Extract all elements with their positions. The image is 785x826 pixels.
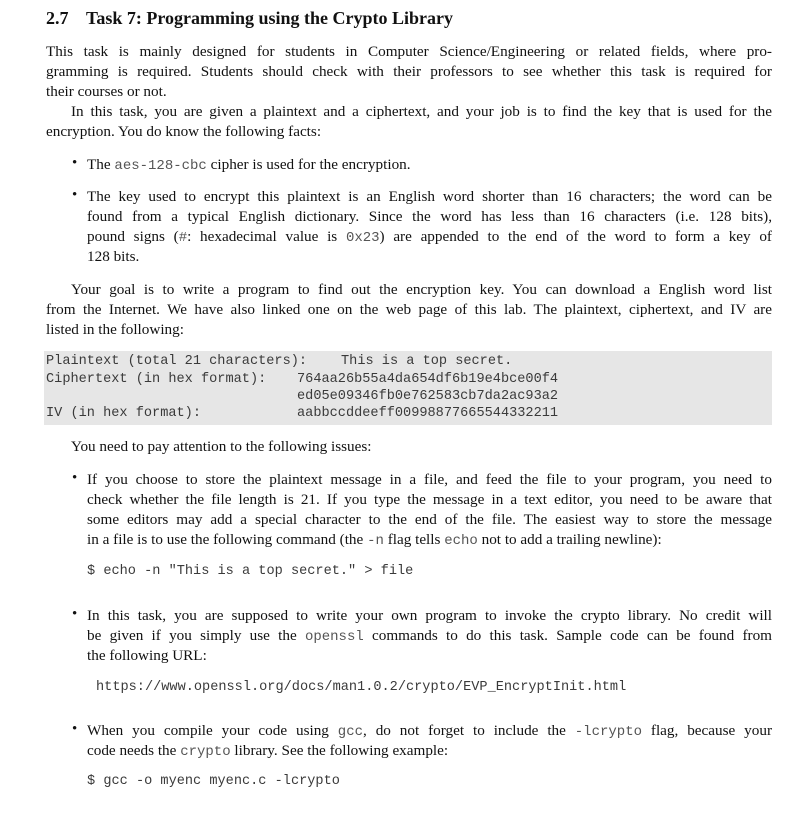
ciphertext-value-1: 764aa26b55a4da654df6b19e4bce00f4 (297, 372, 559, 387)
fact-2-line3: pound signs (#: hexadecimal value is 0x23) are appended to the end of the word to form a key of (87, 228, 772, 246)
issue1-line1: If you choose to store the plaintext message in a file, and feed the file to your program, you need to (87, 471, 772, 488)
goal-line2: from the Internet. We have also linked one on the web page of this lab. The plaintext, ciphertext, and IV are (46, 301, 772, 318)
issues-intro: You need to pay attention to the following issues: (71, 438, 372, 455)
ciphertext-value-2: ed05e09346fb0e762583cb7da2ac93a2 (297, 389, 559, 404)
inline-code: aes-128-cbc (114, 158, 207, 174)
goal-line1: Your goal is to write a program to find out the encryption key. You can download a English word list (71, 281, 772, 298)
issue1-line4: in a file is to use the following command (the -n flag tells echo not to add a trailing newline): (87, 531, 662, 549)
issue2-line1: In this task, you are supposed to write your own program to invoke the crypto library. No credit will (87, 607, 772, 624)
plaintext-value: This is a top secret. (341, 354, 513, 369)
bullet-marker: • (72, 187, 78, 203)
openssl-docs-url[interactable]: https://www.openssl.org/docs/man1.0.2/crypto/EVP_EncryptInit.html (96, 680, 627, 695)
ciphertext-label: Ciphertext (in hex format): (46, 372, 267, 387)
intro-p2-line2: encryption. You do know the following facts: (46, 123, 322, 140)
bullet-marker: • (72, 606, 78, 622)
fact-2-line4: 128 bits. (87, 248, 140, 265)
inline-code: gcc (337, 724, 364, 740)
fact-2-line2: found from a typical English dictionary. Since the word has less than 16 characters (i.e. 128 bits), (87, 208, 772, 225)
issue1-line2: check whether the file length is 21. If you type the message in a text editor, you need to be aware that (87, 491, 772, 508)
inline-code: # (178, 230, 188, 246)
inline-code: 0x23 (345, 230, 380, 246)
issue3-line1: When you compile your code using gcc, do not forget to include the -lcrypto flag, because your (87, 722, 773, 740)
bullet-marker: • (72, 470, 78, 486)
intro-p1-line1: This task is mainly designed for students in Computer Science/Engineering or related fields, where pro- (46, 43, 772, 60)
intro-p1-line2: gramming is required. Students should check with their professors to see whether this task is required for (46, 63, 772, 80)
issue2-line3: the following URL: (87, 647, 207, 664)
intro-p1-line3: their courses or not. (46, 83, 167, 100)
inline-code: echo (444, 533, 478, 549)
fact-1: The aes-128-cbc cipher is used for the encryption. (87, 156, 411, 174)
fact-2-line1: The key used to encrypt this plaintext is an English word shorter than 16 characters; the word can be (87, 188, 772, 205)
iv-label: IV (in hex format): (46, 406, 201, 421)
bullet-marker: • (72, 155, 78, 171)
issue3-line2: code needs the crypto library. See the following example: (87, 742, 449, 760)
section-heading (46, 8, 453, 29)
inline-code: openssl (304, 629, 364, 645)
gcc-command: $ gcc -o myenc myenc.c -lcrypto (87, 774, 340, 789)
inline-code: -lcrypto (574, 724, 642, 740)
inline-code: crypto (180, 744, 231, 760)
bullet-marker: • (72, 721, 78, 737)
goal-line3: listed in the following: (46, 321, 184, 338)
iv-value: aabbccddeeff00998877665544332211 (297, 406, 559, 421)
issue1-line3: some editors may add a special character to the end of the file. The easiest way to store the message (87, 511, 772, 528)
echo-command: $ echo -n "This is a top secret." > file (87, 564, 414, 579)
plaintext-label: Plaintext (total 21 characters): (46, 354, 308, 369)
inline-code: -n (367, 533, 384, 549)
issue2-line2: be given if you simply use the openssl commands to do this task. Sample code can be found from (87, 627, 772, 645)
intro-p2-line1: In this task, you are given a plaintext and a ciphertext, and your job is to find the key that is used for the (71, 103, 772, 120)
section-number: 2.7 (46, 8, 69, 28)
section-title: Task 7: Programming using the Crypto Library (86, 8, 454, 28)
